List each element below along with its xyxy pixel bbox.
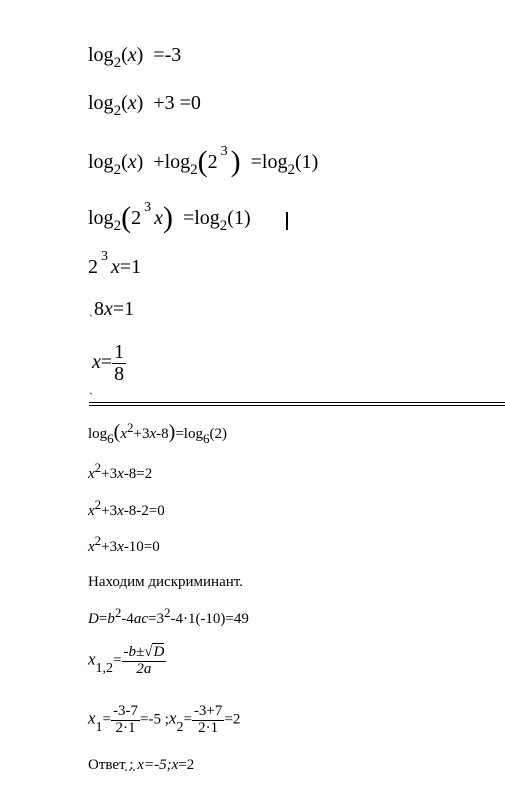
equation-line-9: x2+3x-8=2 xyxy=(88,460,153,482)
equation-line-12: D=b2-4ac=32-4·1(-10)=49 xyxy=(88,605,249,627)
equation-line-5: 2 $^3$ x=1 xyxy=(88,249,142,278)
equation-line-2: $\log_2(x) +3 =0$ xyxy=(88,92,201,119)
fraction: $\frac{-3-7}{2\cdot 1}$ xyxy=(113,703,139,736)
anchor-mark: ` xyxy=(89,312,93,326)
equation-line-6: 8x=1 xyxy=(94,298,135,320)
fraction: $\frac{1}{8}$ xyxy=(114,341,125,385)
equation-line-11: x2+3x-10=0 xyxy=(88,533,160,555)
roots-formula-fraction: $\frac{-b\pm√D}{2a}$ xyxy=(123,644,165,677)
equation-line-14: x1= $\frac{-3-7}{2\cdot 1}$ =-5 ;x2= $\frac{-3+7}{2\cdot 1}$ =2 xyxy=(88,703,241,736)
text-cursor xyxy=(286,212,288,230)
discriminant-heading: Находим дискриминант. xyxy=(88,574,243,590)
fraction: $\frac{-3+7}{2\cdot 1}$ xyxy=(193,703,223,736)
equation-line-7: x= $\frac{1}{8}$ xyxy=(92,341,125,385)
equation-line-8: log6(x2+3x-8)=log6(2) xyxy=(88,420,227,446)
equation-line-4: $\log_2(2$ $^3$ $x) =\log_2(1)$ xyxy=(88,200,251,234)
equation-line-3: $\log_2(x) +\log_2(2$ $^3$ ) $=\log_2(1)$ xyxy=(88,144,319,178)
equation-line-10: x2+3x-8-2=0 xyxy=(88,497,165,519)
divider-top xyxy=(89,402,505,403)
divider-bottom xyxy=(89,405,505,406)
equation-line-1: $\log_2(x) =-3$ xyxy=(88,44,182,71)
anchor-mark: ` xyxy=(89,390,93,404)
equation-line-13: x1,2= $\frac{-b\pm√D}{2a}$ xyxy=(88,644,165,677)
answer-line: Ответ : x=-5;x=2 xyxy=(88,757,195,773)
